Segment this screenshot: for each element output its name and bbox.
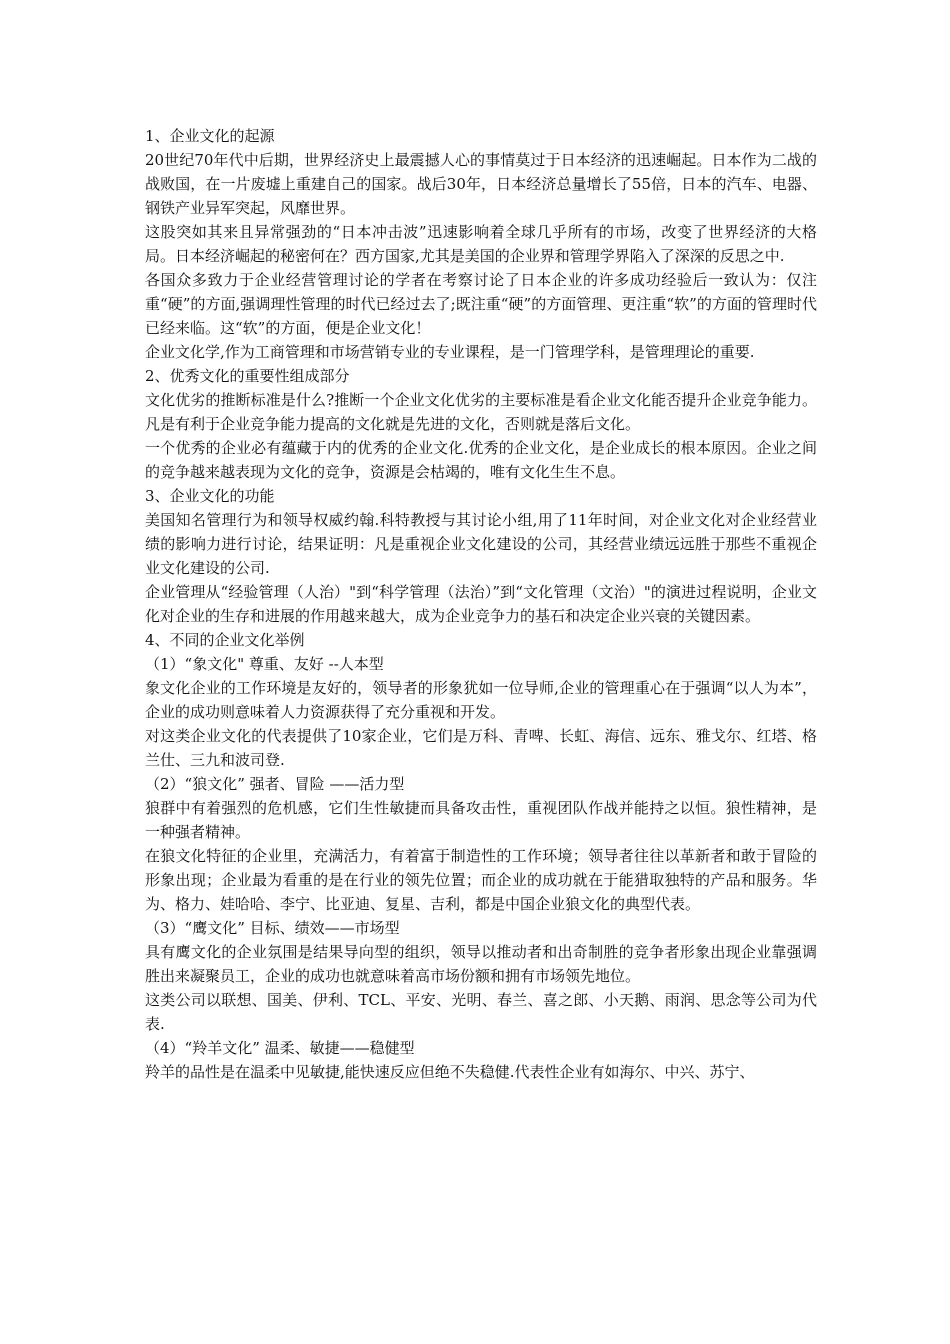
paragraph: 一个优秀的企业必有蕴藏于内的优秀的企业文化.优秀的企业文化，是企业成长的根本原因。企业之间的竞争越来越表现为文化的竞争，资源是会枯竭的，唯有文化生生不息。 — [145, 439, 817, 481]
section-heading-examples: 4、不同的企业文化举例 — [145, 631, 305, 649]
paragraph: 象文化企业的工作环境是友好的，领导者的形象犹如一位导师,企业的管理重心在于强调“以人为本”，企业的成功则意味着人力资源获得了充分重视和开发。 — [145, 679, 817, 721]
paragraph: 美国知名管理行为和领导权威约翰.科特教授与其讨论小组,用了11年时间，对企业文化对企业经营业绩的影响力进行讨论，结果证明：凡是重视企业文化建设的公司，其经营业绩远远胜于那些不重视企业文化建设的公司. — [145, 511, 817, 577]
paragraph: 羚羊的品性是在温柔中见敏捷,能快速反应但绝不失稳健.代表性企业有如海尔、中兴、苏宁、 — [145, 1063, 755, 1081]
section-heading-origin: 1、企业文化的起源 — [145, 127, 275, 145]
section-heading-importance: 2、优秀文化的重要性组成部分 — [145, 367, 350, 385]
subheading-antelope-culture: （4）“羚羊文化” 温柔、敏捷——稳健型 — [145, 1039, 415, 1057]
paragraph: 企业文化学,作为工商管理和市场营销专业的专业课程，是一门管理学科，是管理理论的重要. — [145, 343, 755, 361]
subheading-elephant-culture: （1）“象文化" 尊重、友好 --人本型 — [145, 655, 384, 673]
paragraph: 各国众多致力于企业经营管理讨论的学者在考察讨论了日本企业的许多成功经验后一致认为：仅注重“硬”的方面,强调理性管理的时代已经过去了;既注重“硬”的方面管理、更注重“软”的方面的管理时代已经来临。这“软”的方面，便是企业文化！ — [145, 271, 817, 337]
paragraph: 文化优劣的推断标准是什么?推断一个企业文化优劣的主要标准是看企业文化能否提升企业竞争能力。凡是有利于企业竞争能力提高的文化就是先进的文化，否则就是落后文化。 — [145, 391, 817, 433]
paragraph: 在狼文化特征的企业里，充满活力，有着富于制造性的工作环境；领导者往往以革新者和敢于冒险的形象出现；企业最为看重的是在行业的领先位置；而企业的成功就在于能猎取独特的产品和服务。华为、格力、娃哈哈、李宁、比亚迪、复星、吉利，都是中国企业狼文化的典型代表。 — [145, 847, 817, 913]
subheading-wolf-culture: （2）“狼文化” 强者、冒险 ——活力型 — [145, 775, 405, 793]
paragraph: 这类公司以联想、国美、伊利、TCL、平安、光明、春兰、喜之郎、小天鹅、雨润、思念等公司为代表. — [145, 991, 817, 1033]
subheading-eagle-culture: （3）“鹰文化” 目标、绩效——市场型 — [145, 919, 400, 937]
paragraph: 20世纪70年代中后期，世界经济史上最震撼人心的事情莫过于日本经济的迅速崛起。日本作为二战的战败国，在一片废墟上重建自己的国家。战后30年，日本经济总量增长了55倍，日本的汽车、电器、钢铁产业异军突起，风靡世界。 — [145, 151, 817, 217]
paragraph: 企业管理从“经验管理（人治）"到“科学管理（法治）”到“文化管理（文治）"的演进过程说明，企业文化对企业的生存和进展的作用越来越大，成为企业竞争力的基石和决定企业兴衰的关键因素。 — [145, 583, 817, 625]
paragraph: 狼群中有着强烈的危机感，它们生性敏捷而具备攻击性，重视团队作战并能持之以恒。狼性精神，是一种强者精神。 — [145, 799, 817, 841]
paragraph: 具有鹰文化的企业氛围是结果导向型的组织，领导以推动者和出奇制胜的竞争者形象出现企业靠强调胜出来凝聚员工，企业的成功也就意味着高市场份额和拥有市场领先地位。 — [145, 943, 817, 985]
document-body — [145, 124, 817, 1084]
paragraph: 这股突如其来且异常强劲的“日本冲击波”迅速影响着全球几乎所有的市场，改变了世界经济的大格局。日本经济崛起的秘密何在？西方国家,尤其是美国的企业界和管理学界陷入了深深的反思之中. — [145, 223, 817, 265]
paragraph: 对这类企业文化的代表提供了10家企业，它们是万科、青啤、长虹、海信、远东、雅戈尔、红塔、格兰仕、三九和波司登. — [145, 727, 817, 769]
section-heading-function: 3、企业文化的功能 — [145, 487, 275, 505]
